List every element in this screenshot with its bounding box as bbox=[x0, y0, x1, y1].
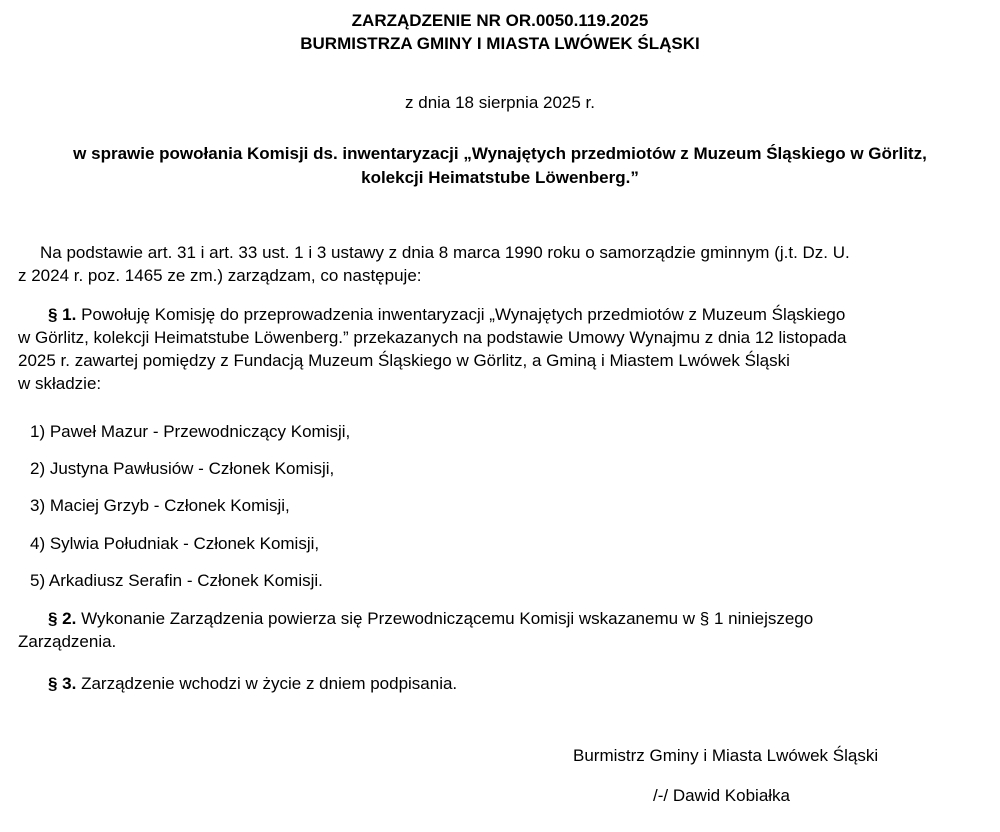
title-line-ordinance-number: ZARZĄDZENIE NR OR.0050.119.2025 bbox=[351, 11, 649, 30]
section-1-paragraph bbox=[18, 303, 978, 395]
section-1-text-1: Powołuję Komisję do przeprowadzenia inwentaryzacji „Wynajętych przedmiotów z Muzeum Śląskiego bbox=[76, 305, 846, 324]
preamble-line-1: Na podstawie art. 31 i art. 33 ust. 1 i 3 ustawy z dnia 8 marca 1990 roku o samorządzie gminnym (j.t. Dz. U. bbox=[40, 243, 850, 262]
section-2-paragraph bbox=[18, 607, 978, 653]
signature-office: Burmistrz Gminy i Miasta Lwówek Śląski bbox=[573, 746, 879, 765]
preamble-line-2: z 2024 r. poz. 1465 ze zm.) zarządzam, co następuje: bbox=[18, 266, 422, 285]
section-1-line-3: 2025 r. zawartej pomiędzy z Fundacją Muzeum Śląskiego w Görlitz, a Gminą i Miastem Lwówek Śląski bbox=[18, 351, 790, 370]
section-1-line-1 bbox=[18, 303, 978, 326]
member-list-item: 1) Paweł Mazur - Przewodniczący Komisji, bbox=[30, 422, 351, 441]
section-3-text-1: Zarządzenie wchodzi w życie z dniem podpisania. bbox=[76, 674, 458, 693]
member-list-item: 4) Sylwia Południak - Członek Komisji, bbox=[30, 534, 320, 553]
section-1-mark: § 1. bbox=[48, 305, 77, 324]
title-line-issuer: BURMISTRZA GMINY I MIASTA LWÓWEK ŚLĄSKI bbox=[300, 34, 700, 53]
document-title bbox=[0, 9, 1000, 55]
section-3-line-1 bbox=[18, 672, 978, 695]
section-2-line-2: Zarządzenia. bbox=[18, 632, 117, 651]
section-3-paragraph bbox=[18, 672, 978, 695]
member-list-item: 2) Justyna Pawłusiów - Członek Komisji, bbox=[30, 459, 335, 478]
preamble-paragraph bbox=[18, 241, 978, 287]
signature-name: /-/ Dawid Kobiałka bbox=[653, 786, 791, 805]
subject-line-2: kolekcji Heimatstube Löwenberg.” bbox=[361, 168, 639, 187]
document-subject bbox=[0, 142, 1000, 190]
member-list-item: 3) Maciej Grzyb - Członek Komisji, bbox=[30, 496, 290, 515]
section-2-line-1 bbox=[18, 607, 978, 630]
member-list-item: 5) Arkadiusz Serafin - Członek Komisji. bbox=[30, 571, 323, 590]
section-3-mark: § 3. bbox=[48, 674, 77, 693]
section-1-line-4: w składzie: bbox=[18, 374, 102, 393]
section-2-text-1: Wykonanie Zarządzenia powierza się Przewodniczącemu Komisji wskazanemu w § 1 niniejszego bbox=[76, 609, 814, 628]
document-date: z dnia 18 sierpnia 2025 r. bbox=[405, 93, 595, 112]
section-1-line-2: w Görlitz, kolekcji Heimatstube Löwenberg.” przekazanych na podstawie Umowy Wynajmu z dnia 12 listopada bbox=[18, 328, 847, 347]
subject-line-1: w sprawie powołania Komisji ds. inwentaryzacji „Wynajętych przedmiotów z Muzeum Śląskiego w Görlitz, bbox=[73, 144, 927, 163]
section-2-mark: § 2. bbox=[48, 609, 77, 628]
